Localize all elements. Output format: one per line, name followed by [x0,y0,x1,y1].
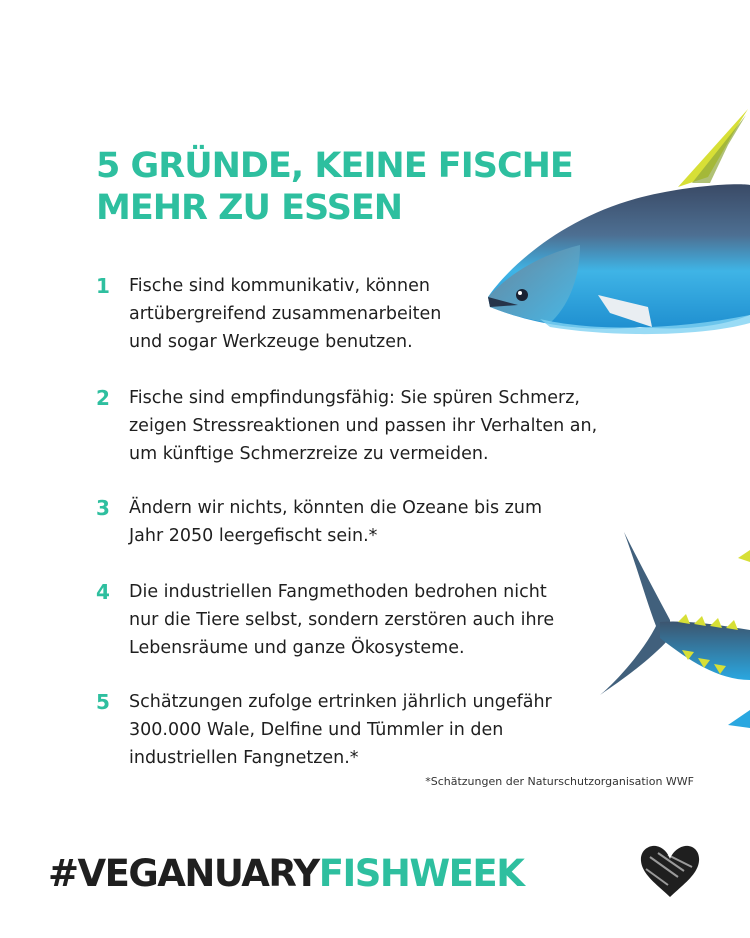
reason-line: Schätzungen zufolge ertrinken jährlich ungefähr [129,692,552,712]
reason-line: industriellen Fangnetzen.* [129,748,359,768]
title-line-1: 5 GRÜNDE, KEINE FISCHE [96,146,573,186]
reason-line: artübergreifend zusammenarbeiten [129,304,442,324]
reason-number: 2 [96,386,110,410]
footnote: *Schätzungen der Naturschutzorganisation WWF [425,775,694,788]
reason-line: um künftige Schmerzreize zu vermeiden. [129,444,489,464]
reason-text [129,272,649,356]
reason-line: Fische sind empfindungsfähig: Sie spüren Schmerz, [129,388,580,408]
reason-number: 5 [96,690,110,714]
hashtag-part-fishweek: FISHWEEK [318,852,524,895]
reason-line: zeigen Stressreaktionen und passen ihr Verhalten an, [129,416,598,436]
reason-line: Jahr 2050 leergefischt sein.* [129,526,378,546]
reason-line: Ändern wir nichts, könnten die Ozeane bis zum [129,498,543,518]
page-title [96,145,616,229]
hashtag-part-veganuary: #VEGANUARY [48,852,319,895]
reason-text [129,494,649,550]
campaign-hashtag [48,852,523,895]
reason-line: 300.000 Wale, Delfine und Tümmler in den [129,720,504,740]
reason-line: Lebensräume und ganze Ökosysteme. [129,638,465,658]
reason-text [129,688,649,772]
reason-line: Fische sind kommunikativ, können [129,276,430,296]
reason-text [129,384,649,468]
reason-line: und sogar Werkzeuge benutzen. [129,332,413,352]
title-line-2: MEHR ZU ESSEN [96,188,403,228]
reason-number: 3 [96,496,110,520]
reason-line: Die industriellen Fangmethoden bedrohen nicht [129,582,547,602]
reason-text [129,578,649,662]
heart-logo-icon [638,843,702,899]
reason-line: nur die Tiere selbst, sondern zerstören auch ihre [129,610,555,630]
reason-number: 1 [96,274,110,298]
reason-number: 4 [96,580,110,604]
